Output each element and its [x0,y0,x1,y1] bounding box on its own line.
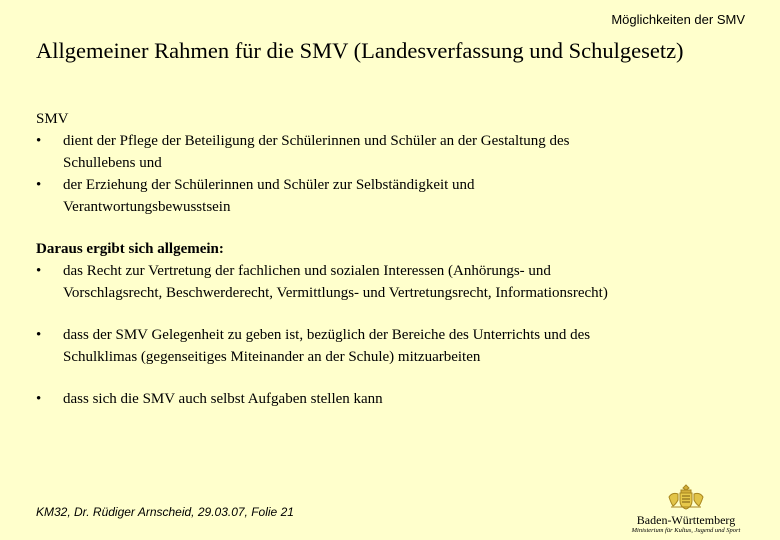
list-item [36,260,756,304]
bullet-list-allgemein [36,260,756,410]
coat-of-arms-icon [665,484,707,510]
list-item-line: dass sich die SMV auch selbst Aufgaben stellen kann [63,391,383,407]
list-item-line: Schulklimas (gegenseitiges Miteinander an der Schule) mitzuarbeiten [63,349,481,365]
header-label: Möglichkeiten der SMV [611,12,745,27]
bullet-icon: • [36,327,42,343]
list-item-line: Verantwortungsbewusstsein [63,199,231,215]
section-heading-allgemein: Daraus ergibt sich allgemein: [36,241,224,257]
ministry-name: Ministerium für Kultus, Jugend und Sport [631,527,741,534]
section-heading-smv: SMV [36,111,69,127]
list-item-line: Vorschlagsrecht, Beschwerderecht, Vermittlungs- und Vertretungsrecht, Informationsrecht) [63,285,608,301]
slide-content [36,108,756,410]
list-item [36,174,756,218]
bullet-list-smv [36,130,756,218]
bullet-icon: • [36,391,42,407]
list-item-line: der Erziehung der Schülerinnen und Schüler zur Selbständigkeit und [63,177,475,193]
slide-title: Allgemeiner Rahmen für die SMV (Landesverfassung und Schulgesetz) [36,38,684,63]
footer-citation: KM32, Dr. Rüdiger Arnscheid, 29.03.07, Folie 21 [36,505,294,519]
list-item [36,324,756,368]
bullet-icon: • [36,263,42,279]
list-item-line: dient der Pflege der Beteiligung der Schülerinnen und Schüler an der Gestaltung des [63,133,570,149]
list-item-line: das Recht zur Vertretung der fachlichen und sozialen Interessen (Anhörungs- und [63,263,551,279]
list-item-line: Schullebens und [63,155,162,171]
list-item [36,388,756,410]
list-item [36,130,756,174]
state-name: Baden-Württemberg [636,513,736,527]
bullet-icon: • [36,133,42,149]
bullet-icon: • [36,177,42,193]
list-item-line: dass der SMV Gelegenheit zu geben ist, bezüglich der Bereiche des Unterrichts und des [63,327,591,343]
ministry-logo [626,484,746,535]
